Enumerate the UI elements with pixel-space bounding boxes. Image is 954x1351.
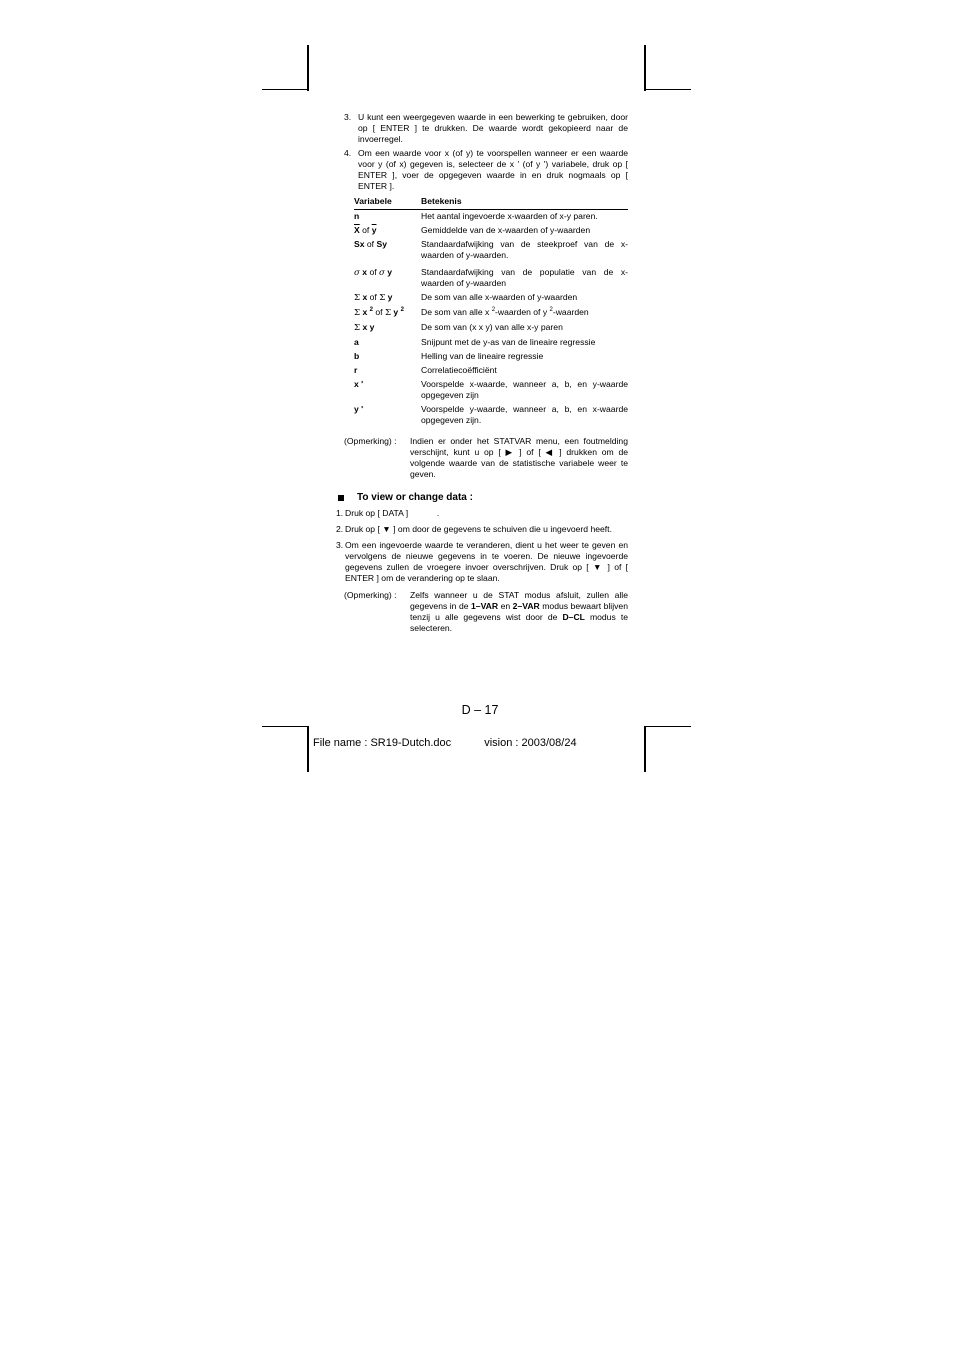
- variable-cell: σ x of σ y: [354, 267, 393, 278]
- column-header-variable: Variabele: [354, 196, 421, 210]
- table-row: [354, 263, 628, 291]
- column-header-meaning: Betekenis: [421, 196, 628, 210]
- variable-cell: x ': [354, 379, 364, 389]
- table-row: [354, 378, 628, 403]
- footer-vision: vision : 2003/08/24: [484, 737, 577, 749]
- list-item-number: 3.: [344, 112, 352, 122]
- table-header-row: [354, 196, 628, 210]
- meaning-cell: Voorspelde x-waarde, wanneer a, b, en y-waarde opgegeven zijn: [421, 379, 628, 400]
- note-label: (Opmerking) :: [344, 590, 397, 600]
- crop-mark-top-left-h: [262, 89, 308, 90]
- list-item-number: 2.: [336, 524, 344, 534]
- crop-mark-top-right-v: [644, 45, 646, 91]
- crop-mark-bottom-left-h: [262, 726, 308, 727]
- footer: [313, 737, 577, 749]
- square-bullet-icon: [338, 495, 344, 501]
- note-label: (Opmerking) :: [344, 436, 397, 446]
- variable-cell: b: [354, 351, 360, 361]
- section-title: To view or change data :: [357, 492, 473, 503]
- table-row: [354, 238, 628, 263]
- variable-cell: Sx of Sy: [354, 239, 387, 249]
- variable-cell: $\overline{X}$ of $\overline{y}$: [354, 225, 377, 235]
- table-row: [354, 336, 628, 350]
- meaning-cell: Helling van de lineaire regressie: [421, 351, 544, 361]
- list-item: [336, 508, 628, 519]
- variable-cell: n: [354, 211, 360, 221]
- table-row: [354, 291, 628, 306]
- list-item: [336, 540, 628, 584]
- table-row: [354, 321, 628, 336]
- meaning-cell: De som van alle x $^2$-waarden of y $^2$-waarden: [421, 307, 589, 317]
- section-heading: [344, 492, 628, 503]
- page-number: D – 17: [461, 703, 499, 717]
- meaning-cell: Correlatiecoëfficiënt: [421, 365, 497, 375]
- meaning-cell: Voorspelde y-waarde, wanneer a, b, en x-waarde opgegeven zijn.: [421, 404, 628, 425]
- meaning-cell: Gemiddelde van de x-waarden of y-waarden: [421, 225, 591, 235]
- variable-cell: Σ x $^2$ of Σ y $^2$: [354, 307, 404, 318]
- meaning-cell: De som van (x x y) van alle x-y paren: [421, 322, 563, 332]
- meaning-cell: Standaardafwijking van de steekproef van de x-waarden of y-waarden.: [421, 239, 628, 260]
- list-item-text: Om een waarde voor x (of y) te voorspellen wanneer er een waarde voor y (of x) gegeven is, selecteer de x ' (of y ') variabele, druk op [ ENTER ], voer de opgegeven waarde in en druk nogmaals op [ ENTER ].: [358, 148, 628, 191]
- list-item: [344, 148, 628, 192]
- list-item-text: Om een ingevoerde waarde te veranderen, dient u het weer te geven en vervolgens de nieuwe gegevens in te voeren. De nieuwe ingevoerde gegevens zullen de vroegere invoer overschrijven. Druk op [ ▼ ] of [ ENTER ] om de verandering op te slaan.: [345, 540, 628, 583]
- meaning-cell: De som van alle x-waarden of y-waarden: [421, 292, 578, 302]
- table-row: [354, 403, 628, 428]
- note-statvar: [344, 436, 628, 480]
- table-row: [354, 364, 628, 378]
- note-text: Indien er onder het STATVAR menu, een foutmelding verschijnt, kunt u op [ ▶ ] of [ ◀ ] drukken om de volgende waarde van de statistische variabele weer te geven.: [410, 436, 628, 479]
- list-item: [336, 524, 628, 535]
- page-content: [336, 112, 628, 634]
- list-item-text: Druk op [ ▼ ] om door de gegevens te schuiven die u ingevoerd heeft.: [345, 524, 612, 534]
- list-item-number: 3.: [336, 540, 344, 550]
- list-item-number: 4.: [344, 148, 352, 158]
- variable-cell: r: [354, 365, 358, 375]
- table-row: [354, 350, 628, 364]
- meaning-cell: Snijpunt met de y-as van de lineaire regressie: [421, 337, 596, 347]
- crop-mark-bottom-right-v: [644, 726, 646, 772]
- variable-cell: y ': [354, 404, 364, 414]
- footer-filename: File name : SR19-Dutch.doc: [313, 737, 452, 749]
- meaning-cell: Het aantal ingevoerde x-waarden of x-y paren.: [421, 211, 598, 221]
- table-row: [354, 224, 628, 238]
- table-row: [354, 210, 628, 225]
- note-text: Zelfs wanneer u de STAT modus afsluit, zullen alle gegevens in de 1–VAR en 2–VAR modus bewaart blijven tenzij u alle gegevens wist door de D–CL modus te selecteren.: [410, 590, 628, 633]
- variable-table: [354, 196, 628, 428]
- table-row: [354, 306, 628, 321]
- list-item: [344, 112, 628, 145]
- list-item-number: 1.: [336, 508, 344, 518]
- variable-cell: Σ x y: [354, 322, 375, 333]
- crop-mark-top-right-h: [645, 89, 691, 90]
- crop-mark-bottom-right-h: [645, 726, 691, 727]
- variable-cell: Σ x of Σ y: [354, 292, 393, 303]
- list-item-text: Druk op [ DATA ] .: [345, 508, 440, 518]
- crop-mark-bottom-left-v: [307, 726, 309, 772]
- variable-cell: a: [354, 337, 359, 347]
- steps-list: [336, 508, 628, 584]
- crop-mark-top-left-v: [307, 45, 309, 91]
- note-stat-mode: [344, 590, 628, 634]
- list-item-text: U kunt een weergegeven waarde in een bewerking te gebruiken, door op [ ENTER ] te drukken. De waarde wordt gekopieerd naar de invoerregel.: [358, 112, 628, 144]
- meaning-cell: Standaardafwijking van de populatie van de x-waarden of y-waarden: [421, 267, 628, 288]
